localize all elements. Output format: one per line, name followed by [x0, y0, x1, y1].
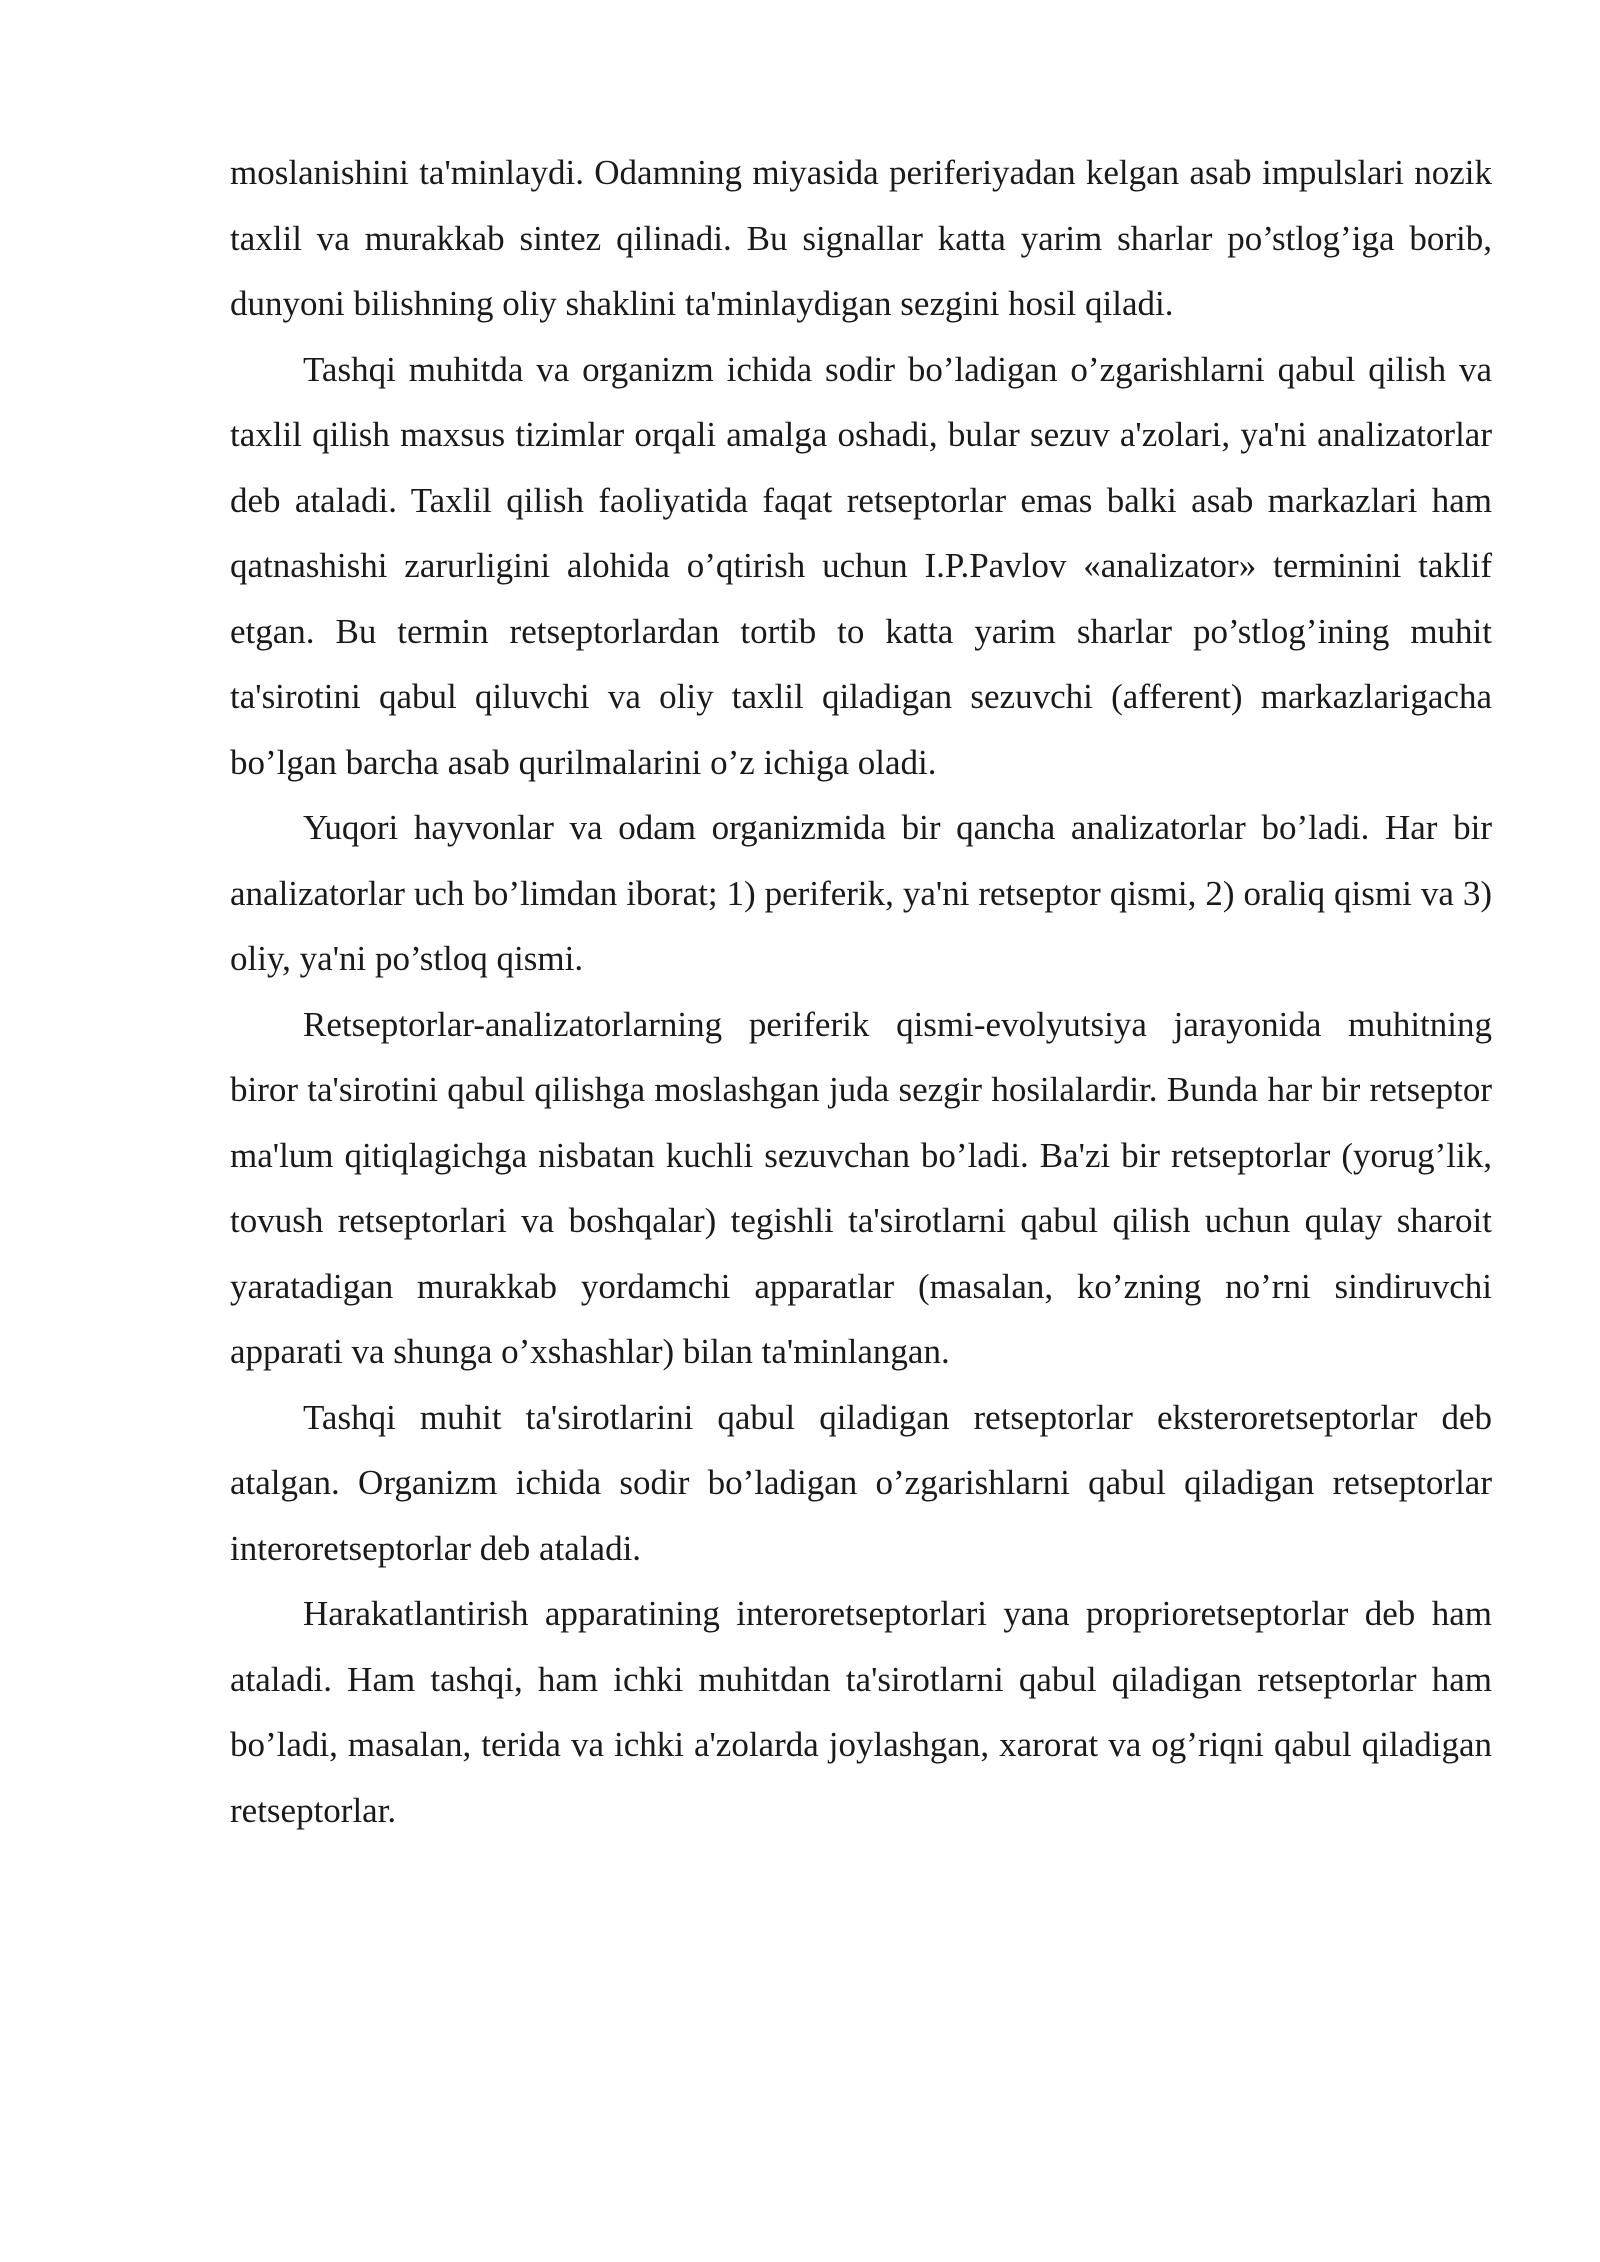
document-page — [230, 140, 1492, 1843]
paragraph-5: Tashqi muhit ta'sirotlarini qabul qiladigan retseptorlar eksteroretseptorlar deb atalgan. Organizm ichida sodir bo’ladigan o’zgarishlarni qabul qiladigan retseptorlar interoretseptorlar deb ataladi. — [230, 1397, 1492, 1568]
paragraph-4: Retseptorlar-analizatorlarning periferik qismi-evolyutsiya jarayonida muhitning biror ta'sirotini qabul qilishga moslashgan juda sezgir hosilalardir. Bunda har bir retseptor ma'lum qitiqlagichga nisbatan kuchli sezuvchan bo’ladi. Ba'zi bir retseptorlar (yorug’lik, tovush retseptorlari va boshqalar) tegishli ta'sirotlarni qabul qilish uchun qulay sharoit yaratadigan murakkab yordamchi apparatlar (masalan, ko’zning no’rni sindiruvchi apparati va shunga o’xshashlar) bilan ta'minlangan. — [230, 1004, 1492, 1371]
paragraph-3: Yuqori hayvonlar va odam organizmida bir qancha analizatorlar bo’ladi. Har bir analizatorlar uch bo’limdan iborat; 1) periferik, ya'ni retseptor qismi, 2) oraliq qismi va 3) oliy, ya'ni po’stloq qismi. — [230, 808, 1492, 978]
paragraph-2: Tashqi muhitda va organizm ichida sodir bo’ladigan o’zgarishlarni qabul qilish va taxlil qilish maxsus tizimlar orqali amalga oshadi, bular sezuv a'zolari, ya'ni analizatorlar deb ataladi. Taxlil qilish faoliyatida faqat retseptorlar emas balki asab markazlari ham qatnashishi zarurligini alohida o’qtirish uchun I.P.Pavlov «analizator» terminini taklif etgan. Bu termin retseptorlardan tortib to katta yarim sharlar po’stlog’ining muhit ta'sirotini qabul qiluvchi va oliy taxlil qiladigan sezuvchi (afferent) markazlarigacha bo’lgan barcha asab qurilmalarini o’z ichiga oladi. — [230, 349, 1492, 782]
paragraph-6: Harakatlantirish apparatining interoretseptorlari yana proprioretseptorlar deb ham ataladi. Ham tashqi, ham ichki muhitdan ta'sirotlarni qabul qiladigan retseptorlar ham bo’ladi, masalan, terida va ichki a'zolarda joylashgan, xarorat va og’riqni qabul qiladigan retseptorlar. — [230, 1594, 1492, 1830]
paragraph-1: moslanishini ta'minlaydi. Odamning miyasida periferiyadan kelgan asab impulslari nozik taxlil va murakkab sintez qilinadi. Bu signallar katta yarim sharlar po’stlog’iga borib, dunyoni bilishning oliy shaklini ta'minlaydigan sezgini hosil qiladi. — [230, 153, 1492, 323]
